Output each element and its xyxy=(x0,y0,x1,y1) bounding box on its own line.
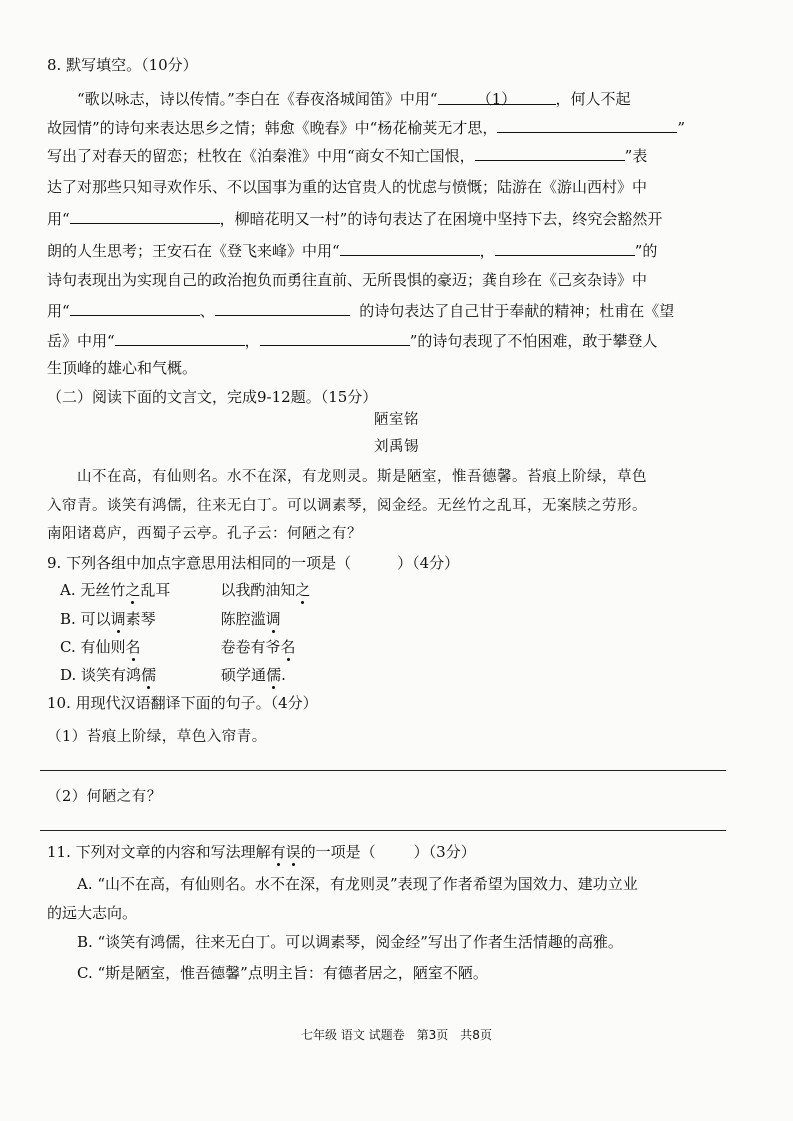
q9-option-right xyxy=(221,666,286,684)
q11-option-a-line-2: 的远大志向。 xyxy=(47,904,138,922)
dotted-char: 名 xyxy=(280,638,296,656)
q11-stem-score: ）（3分） xyxy=(413,843,476,861)
q11-option-c[interactable]: C. “斯是陋室，惟吾德馨”点明主旨：有德者居之，陋室不陋。 xyxy=(77,964,488,982)
option-text: 可以 xyxy=(80,610,111,628)
q9-option-left xyxy=(81,665,221,685)
q8-line-3-text-b: ”表 xyxy=(624,147,648,165)
q8-line-10: 生顶峰的雄心和气概。 xyxy=(47,359,198,377)
q8-line-3-text: 写出了对春天的留恋；杜牧在《泊秦淮》中用“商女不知亡国恨， xyxy=(47,147,475,165)
q8-line-6-text-b: ， xyxy=(479,242,495,260)
q8-blank-5[interactable] xyxy=(340,240,480,256)
q8-line-9 xyxy=(47,330,657,351)
q10-stem: 10. 用现代汉语翻译下面的句子。（4分） xyxy=(47,694,318,712)
dotted-char: 调 xyxy=(265,610,281,628)
q8-line-9-text-b: ， xyxy=(244,332,260,350)
q8-line-5 xyxy=(47,208,662,229)
option-text: 无丝竹 xyxy=(80,581,126,599)
q11-option-a-line-1[interactable]: A. “山不在高，有仙则名。水不在深，有龙则灵”表现了作者希望为国效力、建功立业 xyxy=(77,875,638,893)
q9-option-d[interactable] xyxy=(60,665,286,685)
q9-option-a[interactable] xyxy=(60,580,310,600)
q9-stem-text: 9. 下列各组中加点字意思用法相同的一项是（ xyxy=(47,554,352,572)
q8-line-2-text-b: ” xyxy=(677,119,686,137)
page-footer: 七年级 语文 试题卷 第3页 共8页 xyxy=(301,1028,492,1042)
dotted-char: 儒 xyxy=(141,666,157,684)
q9-option-label: B. xyxy=(60,610,76,628)
q8-blank-7[interactable] xyxy=(70,300,200,316)
option-text: 素琴 xyxy=(125,610,156,628)
passage-author: 刘禹锡 xyxy=(374,439,419,455)
q8-line-4: 达了对那些只知寻欢作乐、不以国事为重的达官贵人的忧虑与愤慨；陆游在《游山西村》中 xyxy=(47,178,648,196)
dotted-char: 之 xyxy=(125,581,141,599)
passage-line-3: 南阳诸葛庐，西蜀子云亭。孔子云：何陋之有？ xyxy=(47,526,362,542)
q9-option-right xyxy=(220,581,310,599)
q8-line-6-text: 朗的人生思考；王安石在《登飞来峰》中用“ xyxy=(47,242,340,260)
q8-blank-6[interactable] xyxy=(495,240,635,256)
q9-option-right xyxy=(221,610,281,628)
q8-line-8-text-c: 的诗句表达了自己甘于奉献的精神；杜甫在《望 xyxy=(359,302,675,320)
q8-blank-4[interactable] xyxy=(70,208,220,224)
q8-line-8-text: 用“ xyxy=(47,302,70,320)
q8-line-5-text-b: ，柳暗花明又一村”的诗句表达了在困境中坚持下去，终究会豁然开 xyxy=(219,210,663,228)
dotted-char: 儒 xyxy=(266,666,282,684)
q8-line-1-text-b: ，何人不起 xyxy=(555,90,631,108)
option-text: 谈笑有鸿 xyxy=(81,666,142,684)
q8-blank-9[interactable] xyxy=(115,330,245,346)
q8-line-9-text: 岳》中用“ xyxy=(47,332,115,350)
option-text: 陈腔滥 xyxy=(220,610,266,628)
q9-stem-score: ）（4分） xyxy=(397,554,460,572)
q9-option-c[interactable] xyxy=(60,637,296,657)
q8-line-8 xyxy=(47,300,674,321)
option-text: . xyxy=(281,666,286,684)
q11-option-b[interactable]: B. “谈笑有鸿儒，往来无白丁。可以调素琴，阅金经”写出了作者生活情趣的高雅。 xyxy=(77,933,623,951)
dotted-char: 调 xyxy=(110,610,126,628)
option-text: 硕学通 xyxy=(221,666,267,684)
q11-stem-text-b: 的一项是（ xyxy=(300,843,376,861)
q8-line-3 xyxy=(47,145,647,166)
q8-line-6-text-c: ”的 xyxy=(634,242,658,260)
q8-blank-1[interactable]: （1） xyxy=(438,89,556,105)
q9-option-right xyxy=(221,638,296,656)
q8-line-8-text-b: 、 xyxy=(199,302,215,320)
q8-line-2 xyxy=(47,117,685,138)
q8-title: 8. 默写填空。（10分） xyxy=(47,56,198,74)
passage-title: 陋室铭 xyxy=(374,412,419,428)
q8-line-5-text: 用“ xyxy=(47,210,70,228)
passage-line-1: 山不在高，有仙则名。水不在深，有龙则灵。斯是陋室，惟吾德馨。苔痕上阶绿，草色 xyxy=(77,469,647,485)
q9-option-left xyxy=(81,637,221,657)
q10-sentence-2: （2）何陋之有？ xyxy=(47,789,162,805)
q10-sentence-1: （1）苔痕上阶绿，草色入帘青。 xyxy=(47,729,267,745)
dotted-char: 有 xyxy=(270,843,286,861)
option-text: 以我酌油知 xyxy=(220,581,296,599)
dotted-char: 名 xyxy=(125,638,141,656)
q8-blank-2[interactable] xyxy=(497,117,677,133)
q11-stem xyxy=(47,842,476,862)
option-text: 有仙则 xyxy=(80,638,126,656)
passage-line-2: 入帘青。谈笑有鸿儒，往来无白丁。可以调素琴，阅金经。无丝竹之乱耳，无案牍之劳形。 xyxy=(47,498,647,514)
q9-option-left xyxy=(81,609,221,629)
q8-blank-8[interactable] xyxy=(215,300,350,316)
section-2-heading: （二）阅读下面的文言文，完成9-12题。（15分） xyxy=(47,388,378,406)
q9-option-label: C. xyxy=(60,638,76,656)
q9-option-left xyxy=(80,580,220,600)
q10-answer-line-2[interactable] xyxy=(40,830,726,831)
q9-option-label: A. xyxy=(60,581,76,599)
q8-line-6 xyxy=(47,240,657,261)
dotted-char: 之 xyxy=(295,581,311,599)
q8-line-7: 诗句表现出为实现自己的政治抱负而勇往直前、无所畏惧的豪迈；龚自珍在《己亥杂诗》中 xyxy=(47,271,648,289)
q8-line-9-text-c: ”的诗句表现了不怕困难，敢于攀登人 xyxy=(409,332,658,350)
q9-option-b[interactable] xyxy=(60,609,281,629)
q8-line-1 xyxy=(77,89,631,109)
option-text: 乱耳 xyxy=(140,581,171,599)
q8-blank-3[interactable] xyxy=(475,145,625,161)
dotted-char: 误 xyxy=(285,843,301,861)
q9-option-label: D. xyxy=(60,666,77,684)
q10-answer-line-1[interactable] xyxy=(40,770,726,771)
q8-blank-10[interactable] xyxy=(260,330,410,346)
q11-stem-text: 11. 下列对文章的内容和写法理解 xyxy=(47,843,271,861)
q9-stem xyxy=(47,553,459,573)
option-text: 卷卷有爷 xyxy=(220,638,281,656)
q8-line-2-text: 故园情”的诗句来表达思乡之情；韩愈《晚春》中“杨花榆荚无才思， xyxy=(47,119,498,137)
q8-line-1-text: “歌以咏志，诗以传情。”李白在《春夜洛城闻笛》中用“ xyxy=(77,90,438,108)
